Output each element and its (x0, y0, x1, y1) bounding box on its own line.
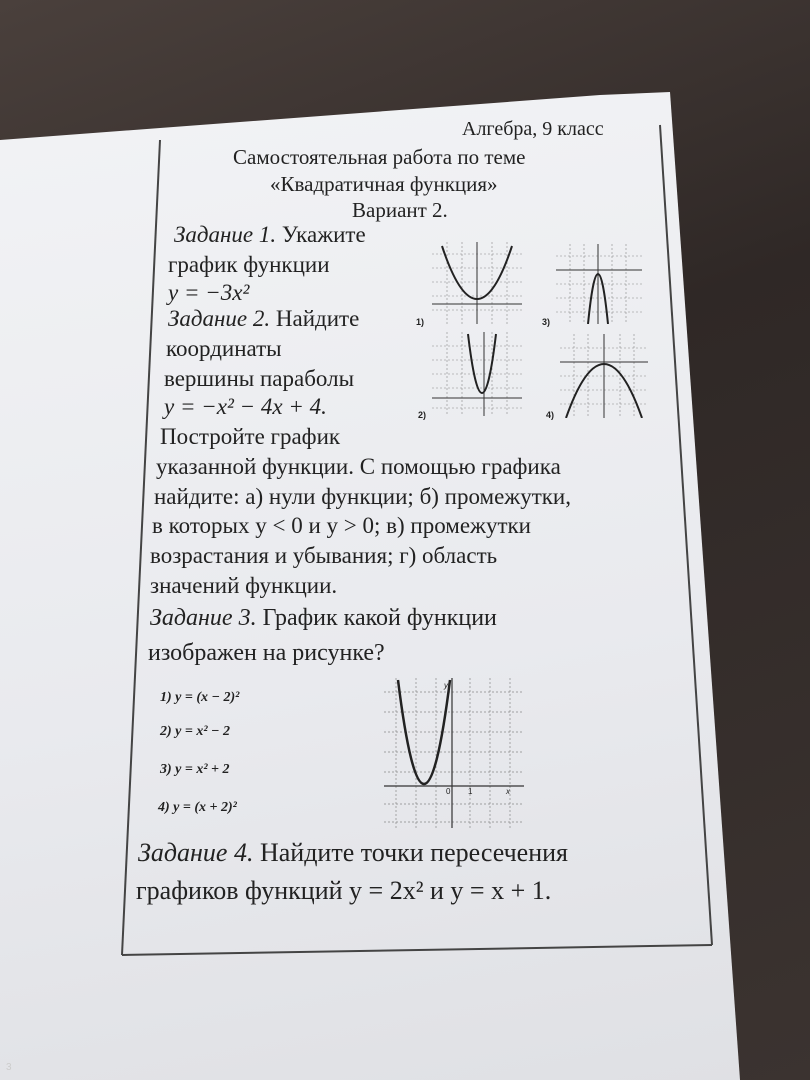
task1-formula: y = −3x² (168, 280, 250, 305)
task3-option-3: 3) y = x² + 2 (160, 762, 230, 777)
task4-text: Найдите точки пересечения (253, 838, 569, 867)
task3-graph-origin: 0 (446, 787, 451, 796)
task3-option-1: 1) y = (x − 2)² (160, 690, 240, 705)
task3-prefix: Задание 3. (150, 605, 257, 631)
task2-line8: в которых y < 0 и y > 0; в) промежутки (152, 513, 531, 538)
task2-text: Найдите (270, 306, 360, 331)
task2-prefix: Задание 2. (168, 306, 271, 331)
subject-label: Алгебра, 9 класс (462, 118, 604, 140)
task1-line1 (174, 222, 366, 248)
thumbnail-label-4: 4) (546, 410, 555, 420)
task1-text: Укажите (276, 222, 366, 247)
task4-prefix: Задание 4. (138, 838, 254, 867)
task3-option-4: 4) y = (x + 2)² (158, 800, 237, 815)
task3-graph-one: 1 (468, 787, 473, 796)
thumbnail-label-1: 1) (416, 317, 425, 327)
task2-line9: возрастания и убывания; г) область (150, 543, 498, 568)
task3-graph (384, 678, 524, 828)
thumbnail-label-3: 3) (542, 317, 551, 327)
task2-line6: указанной функции. С помощью графика (156, 454, 561, 479)
thumbnail-graph-2 (432, 332, 522, 416)
task3-text: График какой функции (256, 605, 497, 631)
task4-line2: графиков функций y = 2x² и y = x + 1. (136, 876, 552, 905)
variant-label: Вариант 2. (352, 198, 448, 222)
thumbnail-graph-3 (556, 244, 642, 324)
task2-line10: значений функции. (150, 573, 338, 598)
task4-line1 (138, 838, 568, 868)
task3-line1 (150, 605, 497, 632)
thumbnail-graph-4 (560, 334, 648, 418)
task2-line2: координаты (166, 336, 282, 361)
task1-line2: график функции (168, 252, 330, 277)
task1-prefix: Задание 1. (174, 222, 277, 247)
task3-option-2: 2) y = x² − 2 (160, 724, 231, 739)
task3-graph-x: x (506, 787, 510, 796)
worksheet-topic: «Квадратичная функция» (270, 172, 498, 196)
task2-formula: y = −x² − 4x + 4. (164, 394, 327, 419)
task2-line1 (168, 306, 359, 332)
worksheet-title: Самостоятельная работа по теме (233, 145, 526, 169)
task2-line7: найдите: а) нули функции; б) промежутки, (154, 484, 571, 509)
thumbnail-label-2: 2) (418, 410, 427, 420)
task3-line2: изображен на рисунке? (148, 640, 385, 666)
task2-line3: вершины параболы (164, 366, 355, 391)
corner-mark: 3 (6, 1062, 12, 1073)
thumbnail-graph-1 (432, 242, 522, 324)
task3-graph-y: y (444, 681, 448, 690)
task2-line5: Постройте график (160, 424, 341, 449)
